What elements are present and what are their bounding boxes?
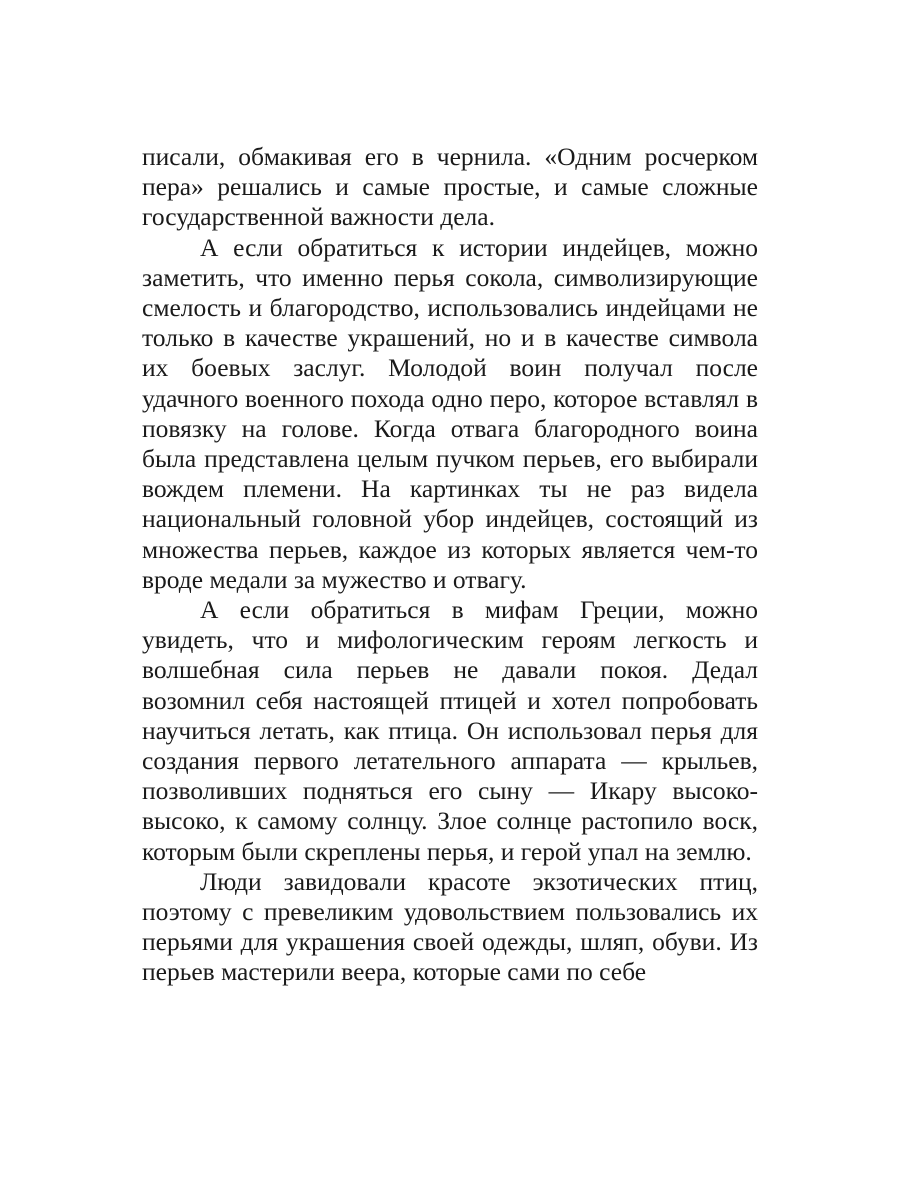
paragraph-greek-myths: А если обратиться в мифам Греции, можно увидеть, что и мифологическим героям легкость и волшебная сила перьев не давали покоя. Дедал возомнил себя настоящей птицей и хотел попробовать научиться летать, как птица. Он использовал перья для создания первого летательного аппарата — крыльев, позволивших подняться его сыну — Икару высоко-высоко, к самому солнцу. Злое солнце растопило воск, которым были скреплены перья, и герой упал на землю. (142, 595, 758, 866)
paragraph-indians: А если обратиться к истории индейцев, можно заметить, что именно перья сокола, символизирующие смелость и благородство, использовались индейцами не только в качестве украшений, но и в качестве символа их боевых заслуг. Молодой воин получал после удачного военного похода одно перо, которое вставлял в повязку на голове. Когда отвага благородного воина была представлена целым пучком перьев, его выбирали вождем племени. На картинках ты не раз видела национальный головной убор индейцев, состоящий из множества перьев, каждое из которых является чем-то вроде медали за мужество и отвагу. (142, 232, 758, 594)
paragraph-continuation: писали, обмакивая его в чернила. «Одним росчерком пера» решались и самые простые, и самые сложные государственной важности дела. (142, 142, 758, 232)
page-text (142, 142, 758, 988)
paragraph-exotic-birds: Люди завидовали красоте экзотических птиц, поэтому с превеликим удовольствием пользовались их перьями для украшения своей одежды, шляп, обуви. Из перьев мастерили веера, которые сами по себе (142, 866, 758, 987)
